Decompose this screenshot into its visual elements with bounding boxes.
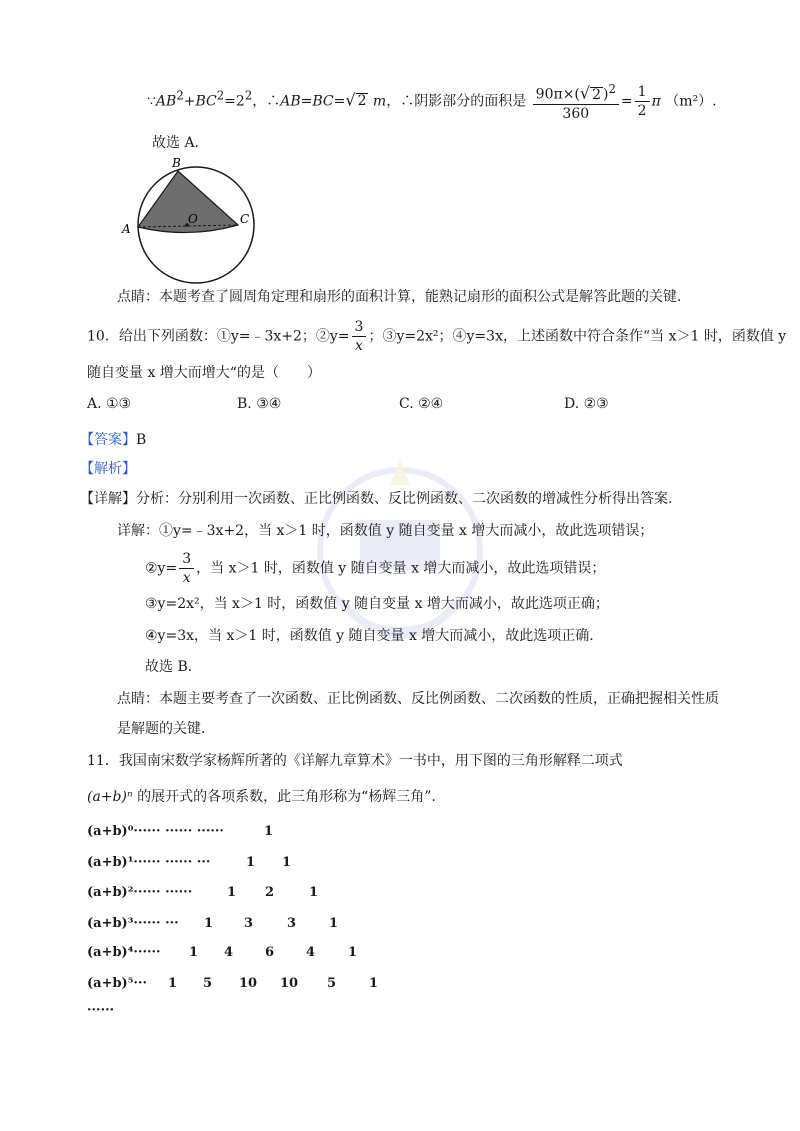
detail-line-4: ④y=3x，当 x＞1 时，函数值 y 随自变量 x 增大而减小，故此选项正确.: [145, 628, 594, 644]
yanghui-coef: 1: [369, 976, 379, 991]
yanghui-coef: 3: [287, 916, 297, 931]
yanghui-coef: 1: [329, 916, 339, 931]
answer-tag: 【答案】: [80, 432, 136, 448]
yanghui-row-0: (a+b)⁰······ ······ ······: [87, 824, 224, 839]
yanghui-row-2: (a+b)²······ ······: [87, 885, 193, 900]
yanghui-coef: 3: [244, 916, 254, 931]
dianjing-2-line2: 是解题的关键．: [117, 721, 215, 737]
select-b-text: 故选 B．: [145, 659, 202, 675]
label-a: A: [122, 222, 131, 236]
yanghui-coef: 1: [264, 824, 274, 839]
q11-line1: 11．我国南宋数学家杨辉所著的《详解九章算术》一书中，用下图的三角形解释二项式: [87, 753, 623, 769]
yanghui-coef: 4: [306, 945, 316, 960]
half-fraction: $\frac{1}{2}$: [635, 83, 650, 120]
dianjing-2-line1: 点睛：本题主要考查了一次函数、正比例函数、反比例函数、二次函数的性质，正确把握相关性质: [117, 691, 719, 707]
q10-option-d: D. ②③: [564, 396, 609, 412]
yanghui-coef: 10: [280, 976, 299, 991]
yanghui-coef: 5: [327, 976, 337, 991]
yanghui-coef: 6: [265, 945, 275, 960]
yanghui-coef: 1: [204, 916, 214, 931]
yanghui-row-4: (a+b)⁴······: [87, 945, 161, 960]
detail-line-2: ②y= $\frac{3}{x}$ ，当 x＞1 时，函数值 y 随自变量 x 增大而减小，故此选项错误；: [145, 551, 606, 586]
answer-value: B: [136, 432, 147, 448]
q10-option-a: A. ①③: [87, 396, 132, 412]
area-fraction: $\frac{90\pi\times(√ 2 )^2}{360}$: [533, 80, 619, 123]
label-c: C: [240, 212, 250, 226]
yanghui-coef: 1: [348, 945, 358, 960]
q10-option-b: B. ③④: [237, 396, 282, 412]
q10-option-c: C. ②④: [399, 396, 444, 412]
detail-line-3: ③y=2x²，当 x＞1 时，函数值 y 随自变量 x 增大而减小，故此选项正确；: [145, 596, 609, 612]
yanghui-row-5: (a+b)⁵···: [87, 976, 147, 991]
yanghui-row-1: (a+b)¹······ ······ ···: [87, 855, 211, 870]
yanghui-coef: 5: [203, 976, 213, 991]
circle-sector-figure: [120, 155, 270, 285]
label-b: B: [172, 156, 181, 170]
q10-line2: 随自变量 x 增大而增大“的是（ ）: [87, 365, 321, 381]
yanghui-coef: 2: [265, 885, 275, 900]
dianjing-1: 点睛：本题考查了圆周角定理和扇形的面积计算，能熟记扇形的面积公式是解答此题的关键．: [117, 289, 691, 305]
label-o: O: [188, 212, 198, 226]
yanghui-coef: 1: [309, 885, 319, 900]
detail-intro: 【详解】分析：分别利用一次函数、正比例函数、反比例函数、二次函数的增减性分析得出答案.: [80, 491, 673, 507]
yanghui-coef: 1: [168, 976, 178, 991]
yanghui-ellipsis: ······: [87, 1003, 115, 1018]
answer-line: [80, 429, 146, 449]
yanghui-coef: 10: [239, 976, 258, 991]
yanghui-coef: 1: [227, 885, 237, 900]
yanghui-coef: 1: [246, 855, 256, 870]
binomial-expr: (a+b)ⁿ: [87, 789, 133, 805]
yanghui-coef: 1: [282, 855, 292, 870]
q11-line2: (a+b)ⁿ 的展开式的各项系数，此三角形称为“杨辉三角”.: [87, 789, 436, 805]
analysis-tag: 【解析】: [80, 461, 136, 477]
detail-line-1: 详解：①y=﹣3x+2，当 x＞1 时，函数值 y 随自变量 x 增大而减小，故此选项错误；: [117, 523, 654, 539]
q10-line1: 10．给出下列函数：①y=﹣3x+2；②y= $\frac{3}{x}$ ；③y=2x²；④y=3x，上述函数中符合条作“当 x＞1 时，函数值 y: [87, 319, 787, 354]
yanghui-row-3: (a+b)³······ ···: [87, 916, 179, 931]
yanghui-coef: 1: [189, 945, 199, 960]
area-formula-line: $\because AB^2+BC^2=2^2$，∴AB=BC=√ 2 m，∴阴影部分的面积是 $\frac{90\pi\times(√ 2 )^2}{360}$ = $\frac{1}{2}$ π （m²）.: [147, 82, 717, 122]
yanghui-coef: 4: [224, 945, 234, 960]
select-a-text: 故选 A．: [152, 135, 209, 151]
